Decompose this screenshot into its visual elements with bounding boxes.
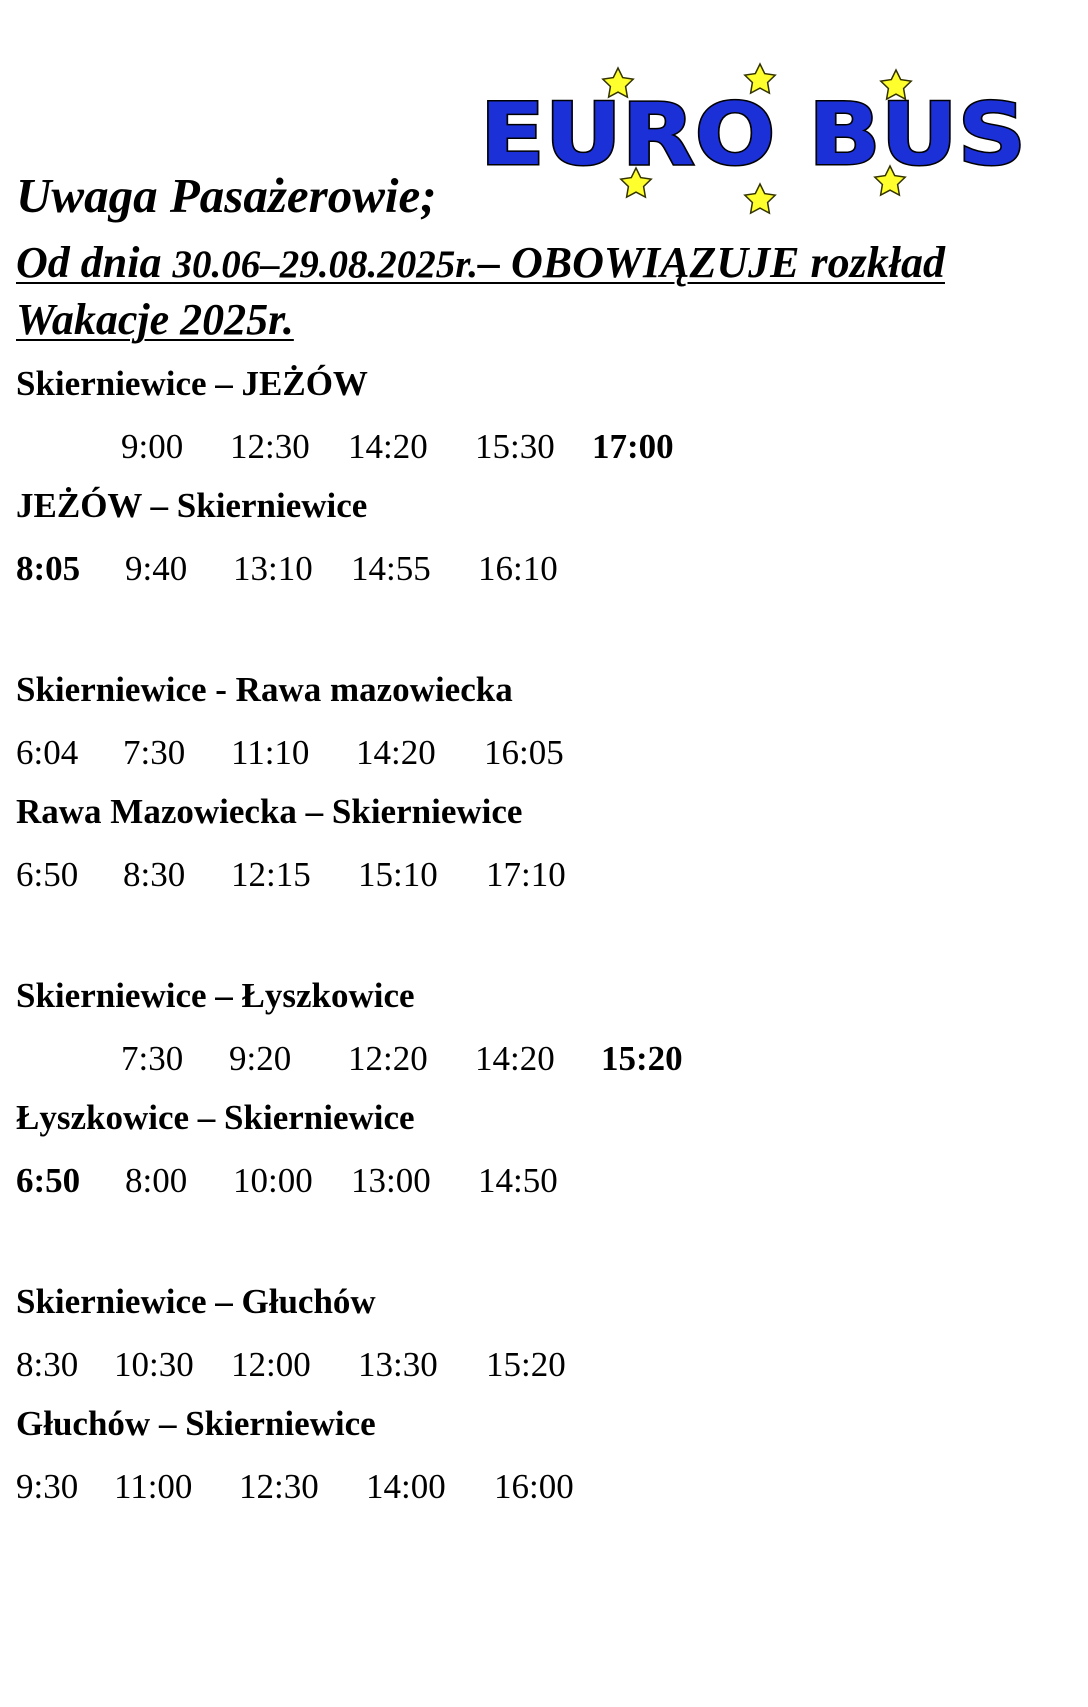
- departure-time: 12:00: [231, 1345, 311, 1384]
- departure-time: 17:10: [486, 855, 566, 894]
- route-label-2-inbound: Rawa Mazowiecka – Skierniewice: [16, 792, 523, 831]
- departure-time: 12:15: [231, 855, 311, 894]
- departure-time: 16:05: [484, 733, 564, 772]
- departure-time: 16:10: [478, 549, 558, 588]
- departure-times-row: [0, 857, 1088, 897]
- departure-time: 7:30: [123, 733, 186, 772]
- notice-validity: [16, 234, 945, 348]
- departure-time: 7:30: [121, 1039, 184, 1078]
- route-label-1-inbound: JEŻÓW – Skierniewice: [16, 486, 368, 525]
- departure-time: 13:10: [233, 549, 313, 588]
- departure-time: 9:30: [16, 1467, 79, 1506]
- departure-time: 10:00: [233, 1161, 313, 1200]
- departure-time: 8:05: [16, 549, 81, 588]
- logo-text: EURO BUS: [480, 85, 1026, 185]
- departure-time: 6:50: [16, 855, 79, 894]
- departure-time: 14:00: [366, 1467, 446, 1506]
- departure-time: 14:20: [348, 427, 428, 466]
- departure-time: 9:00: [121, 427, 184, 466]
- departure-times-row: [0, 551, 1088, 591]
- route-label-3-inbound: Łyszkowice – Skierniewice: [16, 1098, 415, 1137]
- departure-times-row: [0, 1041, 1088, 1081]
- notice-line2: Wakacje 2025r.: [16, 295, 294, 345]
- departure-time: 14:20: [356, 733, 436, 772]
- departure-time: 10:30: [114, 1345, 194, 1384]
- departure-time: 15:30: [475, 427, 555, 466]
- route-label-3-outbound: Skierniewice – Łyszkowice: [16, 976, 415, 1015]
- departure-time: 8:00: [125, 1161, 188, 1200]
- route-label-2-outbound: Skierniewice - Rawa mazowiecka: [16, 670, 513, 709]
- departure-times-row: [0, 1469, 1088, 1509]
- departure-time: 14:20: [475, 1039, 555, 1078]
- departure-times-row: [0, 1347, 1088, 1387]
- departure-times-row: [0, 429, 1088, 469]
- route-label-4-inbound: Głuchów – Skierniewice: [16, 1404, 376, 1443]
- departure-time: 6:50: [16, 1161, 81, 1200]
- departure-time: 11:00: [114, 1467, 193, 1506]
- departure-time: 8:30: [16, 1345, 79, 1384]
- departure-time: 6:04: [16, 733, 79, 772]
- departure-time: 16:00: [494, 1467, 574, 1506]
- departure-time: 11:10: [231, 733, 310, 772]
- departure-time: 12:20: [348, 1039, 428, 1078]
- departure-time: 13:00: [351, 1161, 431, 1200]
- eurobus-logo: [478, 62, 1030, 218]
- departure-time: 15:10: [358, 855, 438, 894]
- notice-title: Uwaga Pasażerowie;: [16, 168, 437, 223]
- route-label-4-outbound: Skierniewice – Głuchów: [16, 1282, 376, 1321]
- departure-time: 15:20: [601, 1039, 683, 1078]
- notice-dates: 30.06–29.08.2025r.: [172, 243, 479, 286]
- departure-time: 9:40: [125, 549, 188, 588]
- departure-time: 9:20: [229, 1039, 292, 1078]
- route-label-1-outbound: Skierniewice – JEŻÓW: [16, 364, 368, 403]
- departure-time: 13:30: [358, 1345, 438, 1384]
- departure-time: 15:20: [486, 1345, 566, 1384]
- departure-time: 8:30: [123, 855, 186, 894]
- departure-times-row: [0, 1163, 1088, 1203]
- departure-time: 12:30: [230, 427, 310, 466]
- departure-time: 17:00: [592, 427, 674, 466]
- departure-time: 12:30: [239, 1467, 319, 1506]
- departure-time: 14:55: [351, 549, 431, 588]
- notice-prefix: Od dnia: [16, 238, 173, 287]
- notice-suffix: – OBOWIĄZUJE rozkład: [478, 238, 945, 287]
- departure-time: 14:50: [478, 1161, 558, 1200]
- departure-times-row: [0, 735, 1088, 775]
